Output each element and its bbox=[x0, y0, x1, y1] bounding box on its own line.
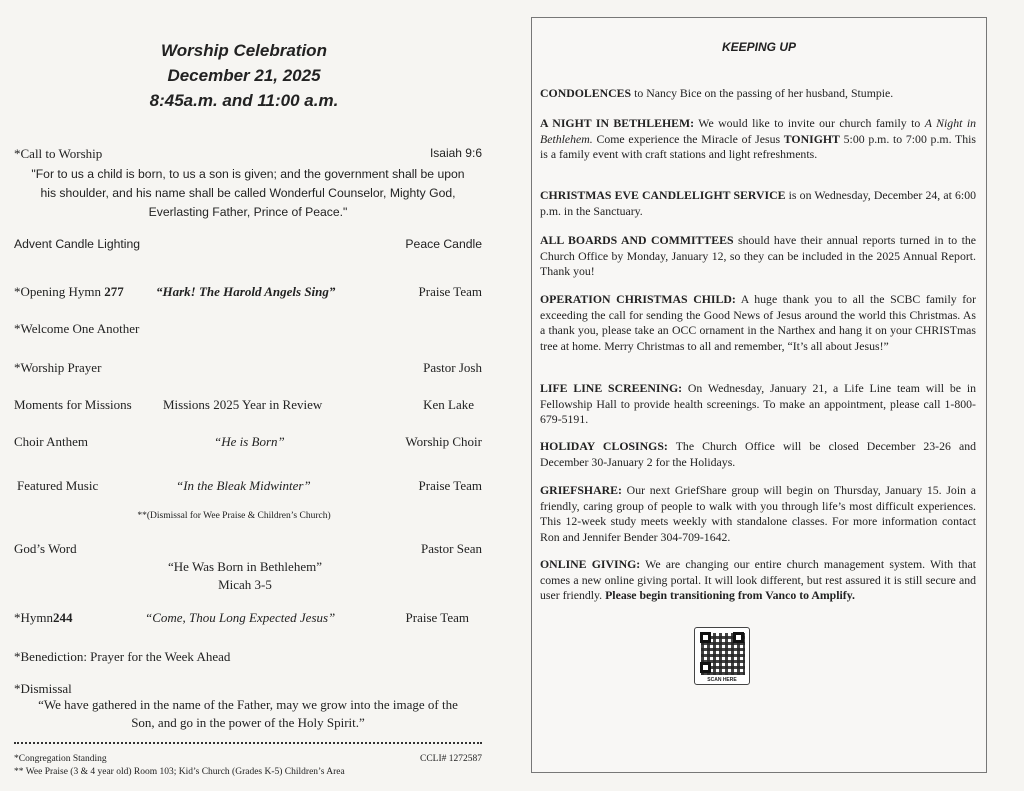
footnote-rooms: ** Wee Praise (3 & 4 year old) Room 103; Kid’s Church (Grades K-5) Children’s Area bbox=[14, 767, 345, 777]
service-date: December 21, 2025 bbox=[167, 66, 321, 85]
news-occ: OPERATION CHRISTMAS CHILD: A huge thank you to all the SCBC family for exceeding the call for sending the Good News of Jesus around the world this Christmas. As a thank you, please take an OCC ornament in the Narthex and hang it on your CHRISTmas tree at home. Merry Christmas to all and remember, “It’s all about Jesus!” bbox=[540, 292, 976, 353]
dismissal-line: “We have gathered in the name of the Father, may we grow into the image of the bbox=[38, 697, 458, 712]
gods-word-right: Pastor Sean bbox=[420, 541, 482, 556]
dismissal-line: Son, and go in the power of the Holy Spirit.” bbox=[131, 715, 365, 730]
footer-divider bbox=[14, 742, 482, 744]
opening-hymn-number: 277 bbox=[104, 284, 124, 299]
dismissal-label: *Dismissal bbox=[14, 681, 72, 696]
qr-finder bbox=[700, 632, 711, 643]
keeping-up-title: KEEPING UP bbox=[721, 40, 796, 54]
news-condolences: CONDOLENCES to Nancy Bice on the passing of her husband, Stumpie. bbox=[540, 86, 894, 100]
featured-right: Praise Team bbox=[418, 478, 482, 493]
choir-label: Choir Anthem bbox=[14, 434, 89, 449]
news-griefshare: GRIEFSHARE: Our next GriefShare group will begin on Thursday, January 15. Join a friendly, caring group of people to walk with you through life’s most difficult experiences. This 12-week study meets weekly with standalone classes. For more information contact Ron and Jennifer Bender 304-709-1642. bbox=[540, 483, 976, 544]
qr-scan-label: SCAN HERE bbox=[707, 677, 737, 683]
sermon-title: “He Was Born in Bethlehem” bbox=[168, 559, 322, 574]
hymn-right: Praise Team bbox=[405, 610, 469, 625]
advent-label: Advent Candle Lighting bbox=[14, 237, 141, 251]
verse-line: "For to us a child is born, to us a son is given; and the government shall be upon bbox=[31, 167, 465, 181]
verse-line: his shoulder, and his name shall be called Wonderful Counselor, Mighty God, bbox=[40, 186, 456, 200]
benediction-label: *Benediction: Prayer for the Week Ahead bbox=[14, 649, 231, 664]
featured-center: “In the Bleak Midwinter” bbox=[176, 478, 311, 493]
keeping-up-panel bbox=[531, 17, 987, 773]
service-times: 8:45a.m. and 11:00 a.m. bbox=[149, 91, 339, 110]
call-to-worship-verse bbox=[14, 165, 482, 222]
hymn-number: 244 bbox=[53, 610, 73, 625]
advent-right: Peace Candle bbox=[405, 237, 482, 251]
worship-prayer-label: *Worship Prayer bbox=[14, 360, 102, 375]
sermon-block bbox=[11, 558, 479, 594]
news-online-giving: ONLINE GIVING: We are changing our entire church management system. With that comes a new online giving portal. It will look different, but rest assured it is still secure and user friendly. Please begin transitioning from Vanco to Amplify. bbox=[540, 557, 976, 602]
hymn-label: *Hymn244 bbox=[14, 610, 73, 625]
welcome-label: *Welcome One Another bbox=[14, 321, 140, 336]
news-night-in-bethlehem: A NIGHT IN BETHLEHEM: We would like to invite our church family to A Night in Bethlehem. Come experience the Miracle of Jesus TONIGHT 5:00 p.m. to 7:00 p.m. This is a family event with craft stations and light refreshments. bbox=[540, 116, 976, 161]
missions-right: Ken Lake bbox=[423, 397, 474, 412]
call-to-worship-ref: Isaiah 9:6 bbox=[429, 146, 482, 160]
qr-code-icon[interactable] bbox=[694, 627, 750, 685]
hymn-title: “Come, Thou Long Expected Jesus” bbox=[145, 610, 336, 625]
missions-label: Moments for Missions bbox=[14, 397, 132, 412]
service-title: Worship Celebration bbox=[161, 41, 327, 60]
order-of-worship bbox=[14, 38, 484, 777]
service-header bbox=[4, 38, 484, 113]
news-life-line: LIFE LINE SCREENING: On Wednesday, January 21, a Life Line team will be in Fellowship Hall to provide health screenings. To make an appointment, please call 1-800-679-5191. bbox=[540, 381, 976, 426]
qr-finder bbox=[700, 662, 711, 673]
opening-hymn-right: Praise Team bbox=[418, 284, 482, 299]
dismissal-note: **(Dismissal for Wee Praise & Children’s Church) bbox=[137, 511, 331, 521]
choir-right: Worship Choir bbox=[405, 434, 482, 449]
news-candlelight: CHRISTMAS EVE CANDLELIGHT SERVICE is on Wednesday, December 24, at 6:00 p.m. in the Sanctuary. bbox=[540, 188, 977, 218]
featured-label: Featured Music bbox=[17, 478, 99, 493]
call-to-worship-label: *Call to Worship bbox=[14, 146, 103, 161]
opening-hymn-title: “Hark! The Harold Angels Sing” bbox=[156, 284, 336, 299]
gods-word-label: God’s Word bbox=[14, 541, 77, 556]
choir-center: “He is Born” bbox=[214, 434, 285, 449]
qr-finder bbox=[733, 632, 744, 643]
news-holiday: HOLIDAY CLOSINGS: The Church Office will be closed December 23-26 and December 30-January 2 for the Holidays. bbox=[540, 439, 976, 469]
dismissal-text bbox=[14, 696, 482, 732]
sermon-scripture: Micah 3-5 bbox=[218, 577, 272, 592]
missions-center: Missions 2025 Year in Review bbox=[163, 397, 323, 412]
news-boards: ALL BOARDS AND COMMITTEES should have their annual reports turned in to the Church Office by Monday, January 12, so they can be included in the 2025 Annual Report. Thank you! bbox=[540, 233, 976, 278]
footnote-standing: *Congregation Standing bbox=[14, 754, 107, 764]
verse-line: Everlasting Father, Prince of Peace." bbox=[148, 205, 348, 219]
opening-hymn-label: *Opening Hymn 277 bbox=[14, 284, 124, 299]
worship-prayer-right: Pastor Josh bbox=[423, 360, 482, 375]
footnote-ccli: CCLI# 1272587 bbox=[419, 754, 482, 764]
